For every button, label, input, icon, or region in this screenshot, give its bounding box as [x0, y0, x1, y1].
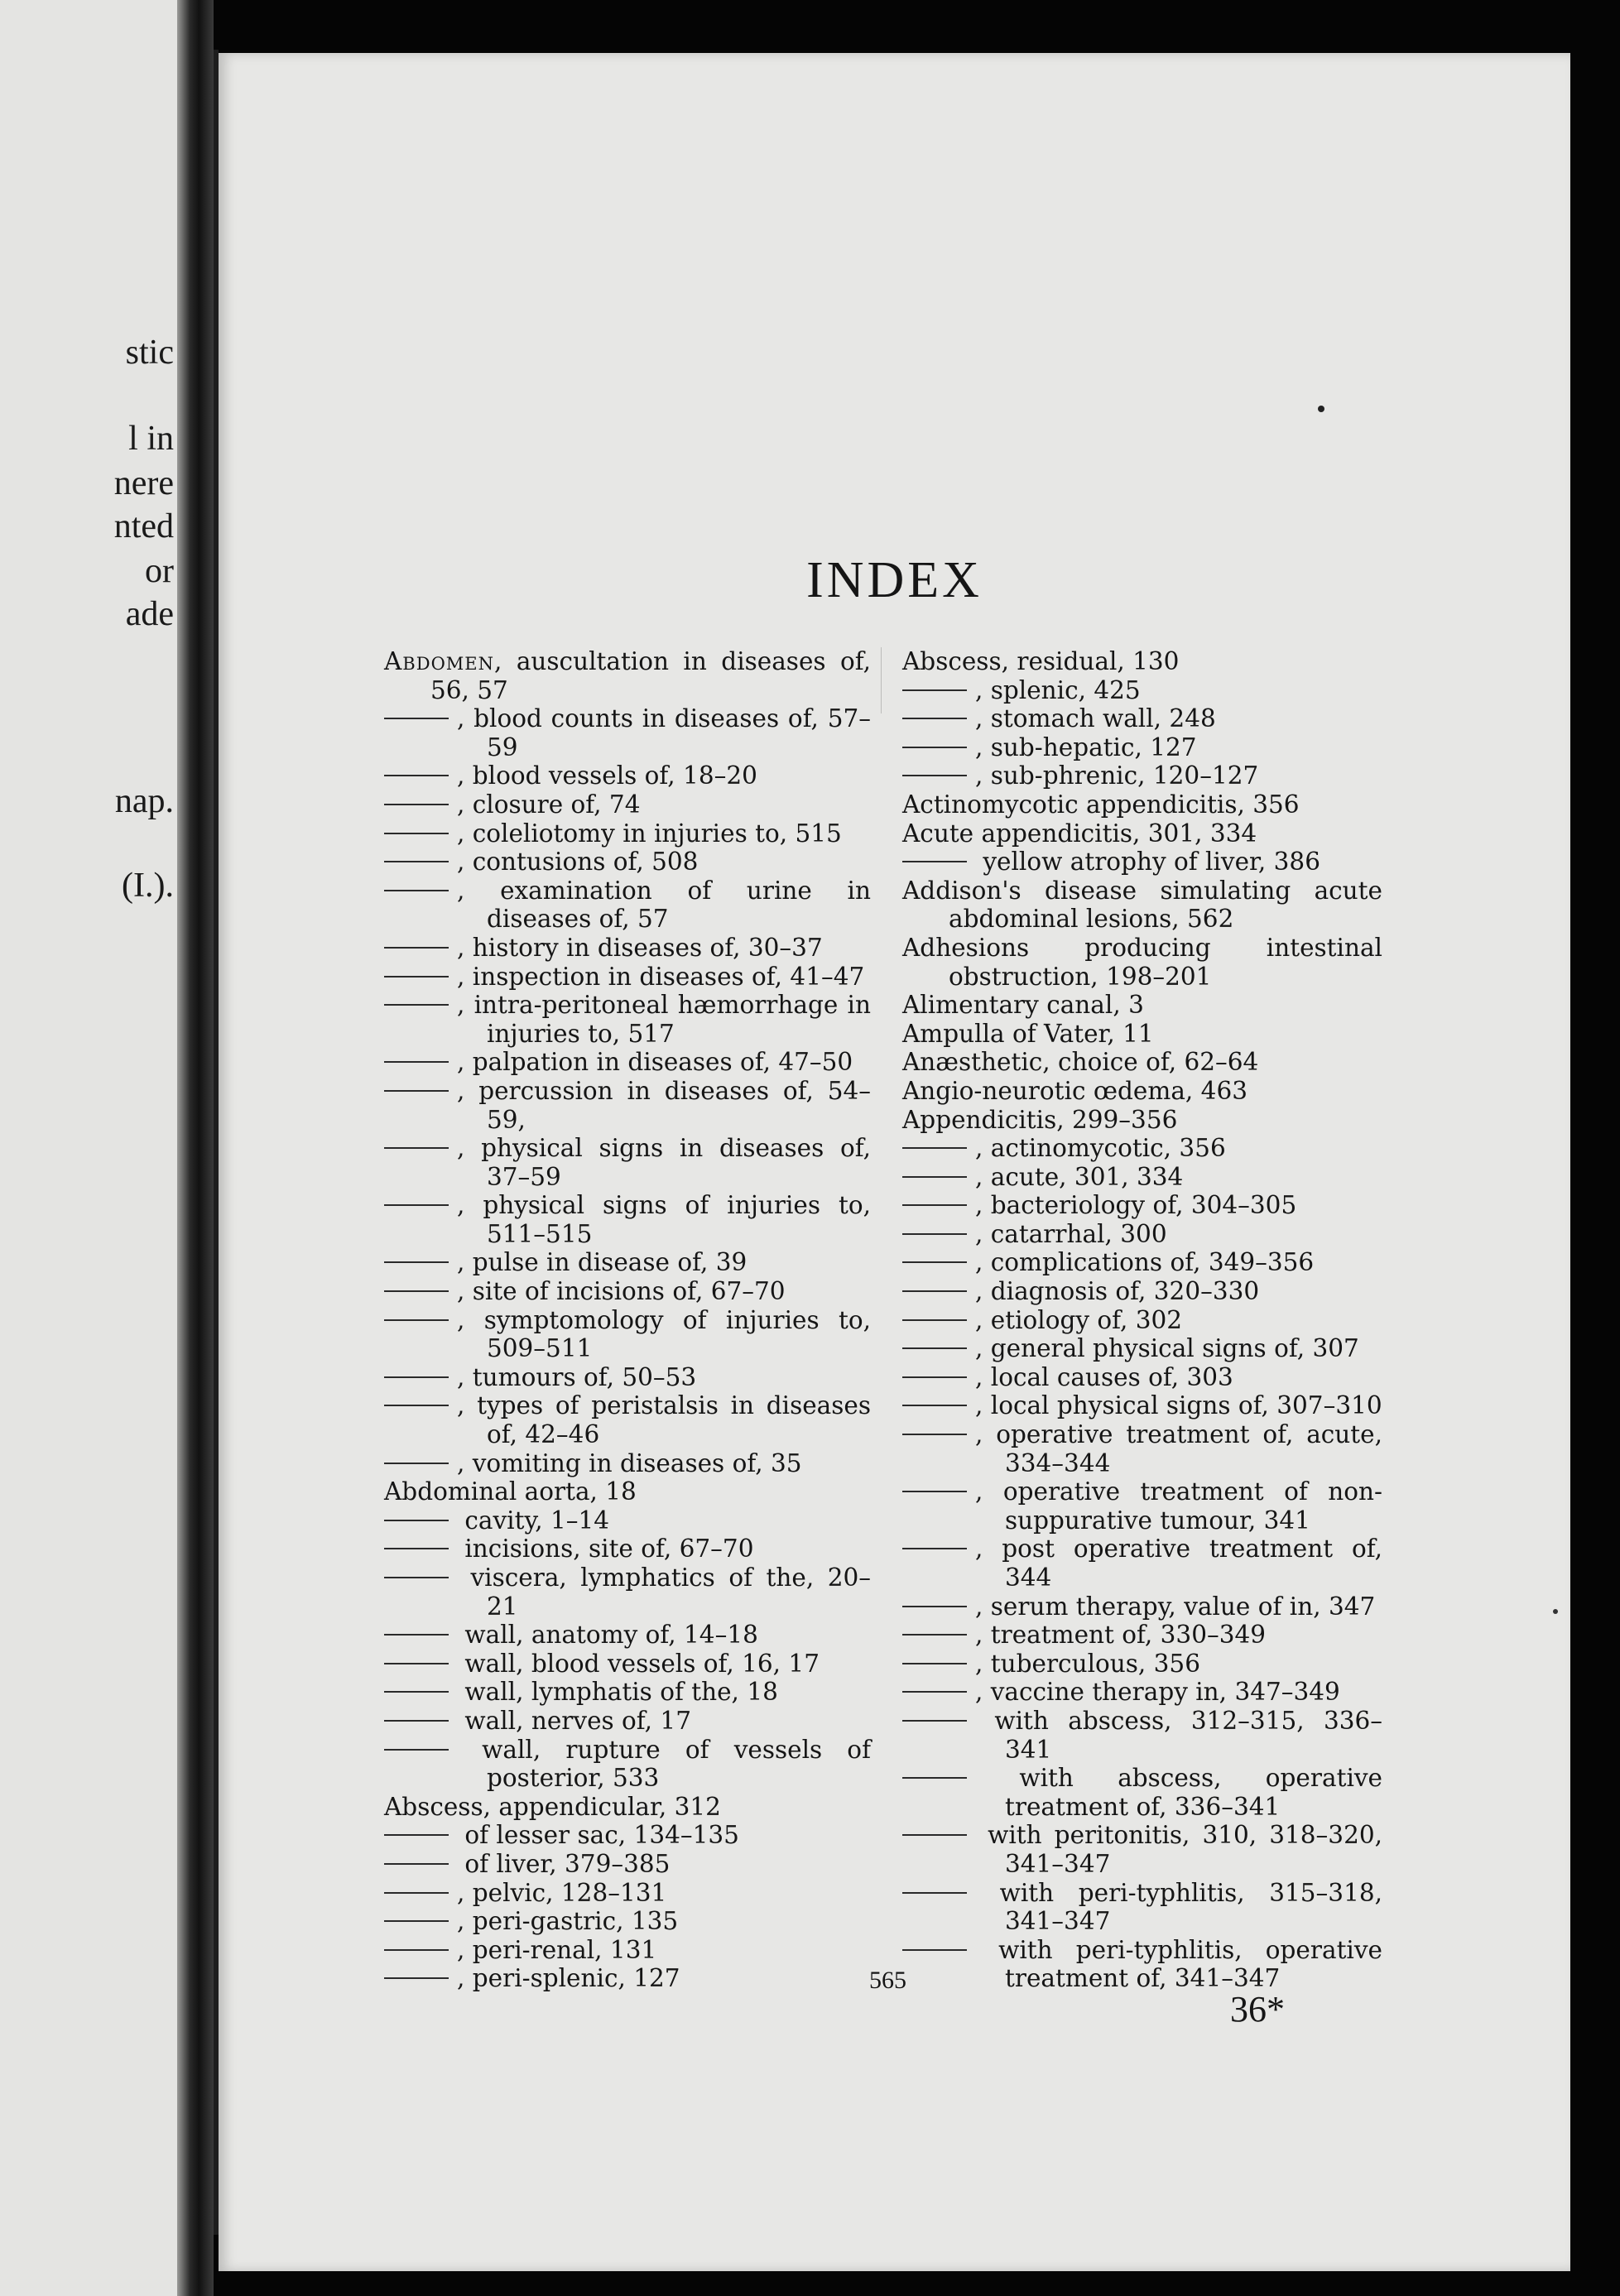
index-entry	[384, 819, 871, 848]
ditto-rule	[384, 1548, 449, 1549]
entry-text: , palpation in diseases of, 47–50	[457, 1048, 853, 1077]
index-entry	[902, 819, 1382, 848]
entry-text: with abscess, 312–315, 336–341	[975, 1706, 1382, 1764]
entry-text: , splenic, 425	[975, 675, 1141, 704]
facing-page-text: l in	[128, 420, 174, 458]
entry-text: Angio-neurotic œdema, 463	[902, 1076, 1247, 1105]
index-entry	[902, 1020, 1382, 1049]
ditto-rule	[902, 1176, 967, 1178]
ditto-rule	[902, 1491, 967, 1492]
ditto-rule	[384, 1577, 449, 1578]
ditto-rule	[902, 1261, 967, 1263]
index-entry	[384, 848, 871, 877]
entry-text: yellow atrophy of liver, 386	[975, 848, 1320, 877]
ditto-rule	[384, 861, 449, 862]
entry-text: Alimentary canal, 3	[902, 991, 1144, 1020]
entry-text: , peri-splenic, 127	[457, 1964, 680, 1993]
entry-text: Acute appendicitis, 301, 334	[902, 819, 1257, 848]
ditto-rule	[902, 1606, 967, 1607]
index-entry	[384, 1191, 871, 1248]
index-entry	[902, 1420, 1382, 1477]
entry-text: , intra-peritoneal hæmorrhage in injuries to, 517	[457, 991, 871, 1048]
entry-text: , physical signs in diseases of, 37–59	[457, 1134, 871, 1191]
index-entry	[384, 1048, 871, 1077]
entry-text: , post operative treatment of, 344	[975, 1535, 1382, 1592]
ditto-rule	[384, 1691, 449, 1693]
entry-headword: Abdomen	[384, 647, 494, 675]
entry-text: , operative treatment of non-suppurative tumour, 341	[975, 1477, 1382, 1535]
entry-text: wall, rupture of vessels of posterior, 533	[457, 1735, 871, 1793]
index-entry	[384, 1477, 871, 1506]
ditto-rule	[384, 1920, 449, 1922]
ditto-rule	[902, 1319, 967, 1321]
ditto-rule	[384, 976, 449, 977]
entry-text: Abscess, appendicular, 312	[384, 1792, 721, 1821]
ditto-rule	[902, 1548, 967, 1549]
ditto-rule	[902, 1777, 967, 1779]
ditto-rule	[902, 1949, 967, 1951]
index-entry	[384, 934, 871, 963]
facing-page-text: nted	[113, 507, 174, 545]
index-entry	[902, 1879, 1382, 1936]
ditto-rule	[384, 1061, 449, 1063]
index-entry	[902, 1936, 1382, 1993]
index-entry	[384, 704, 871, 761]
ditto-rule	[384, 947, 449, 949]
ditto-rule	[902, 1347, 967, 1349]
entry-text: , auscultation in diseases of, 56, 57	[430, 647, 871, 704]
index-entry	[902, 733, 1382, 762]
ditto-rule	[384, 718, 449, 719]
index-entry	[384, 1793, 871, 1822]
speck-mark	[1318, 406, 1324, 412]
ditto-rule	[384, 1949, 449, 1951]
entry-text: wall, blood vessels of, 16, 17	[457, 1649, 820, 1678]
facing-page-text: stic	[125, 334, 174, 372]
index-entry	[902, 790, 1382, 819]
index-entry	[902, 1391, 1382, 1420]
index-entry	[384, 1907, 871, 1936]
ditto-rule	[384, 1204, 449, 1206]
entry-text: , symptomology of injuries to, 509–511	[457, 1305, 871, 1363]
index-entry	[902, 877, 1382, 934]
entry-text: , stomach wall, 248	[975, 704, 1216, 733]
ditto-rule	[384, 1004, 449, 1006]
entry-text: , tumours of, 50–53	[457, 1362, 697, 1391]
ditto-rule	[384, 1892, 449, 1894]
entry-text: , treatment of, 330–349	[975, 1621, 1267, 1650]
index-column-right	[902, 647, 1382, 1993]
ditto-rule	[902, 1720, 967, 1722]
ditto-rule	[384, 833, 449, 834]
ditto-rule	[384, 1720, 449, 1722]
index-entry	[902, 991, 1382, 1020]
index-entry	[902, 848, 1382, 877]
entry-text: , inspection in diseases of, 41–47	[457, 962, 865, 991]
index-entry	[902, 676, 1382, 705]
entry-text: , complications of, 349–356	[975, 1248, 1315, 1277]
signature-mark: 36*	[1230, 1989, 1285, 2029]
ditto-rule	[384, 1520, 449, 1521]
index-entry	[902, 704, 1382, 733]
index-entry	[384, 1563, 871, 1621]
entry-text: Appendicitis, 299–356	[902, 1105, 1178, 1134]
index-entry	[902, 1220, 1382, 1249]
index-entry	[384, 790, 871, 819]
entry-text: with peri-typhlitis, operative treatment of, 341–347	[975, 1935, 1382, 1993]
entry-text: , coleliotomy in injuries to, 515	[457, 819, 842, 848]
index-entry	[902, 1163, 1382, 1192]
speck-mark	[1553, 1609, 1558, 1614]
ditto-rule	[384, 1749, 449, 1751]
ditto-rule	[384, 1405, 449, 1406]
entry-text: , general physical signs of, 307	[975, 1334, 1359, 1363]
ditto-rule	[384, 1834, 449, 1836]
entry-text: , vaccine therapy in, 347–349	[975, 1678, 1340, 1707]
ditto-rule	[902, 1233, 967, 1235]
entry-text: viscera, lymphatics of the, 20–21	[457, 1563, 871, 1621]
index-entry	[902, 1592, 1382, 1621]
ditto-rule	[902, 1376, 967, 1378]
ditto-rule	[384, 1977, 449, 1979]
index-entry	[902, 1077, 1382, 1106]
index-entry	[902, 1650, 1382, 1679]
ditto-rule	[384, 1463, 449, 1464]
index-entry	[902, 1535, 1382, 1592]
entry-text: Actinomycotic appendicitis, 356	[902, 790, 1300, 819]
index-entry	[902, 1106, 1382, 1135]
entry-text: , pelvic, 128–131	[457, 1878, 667, 1907]
entry-text: , sub-phrenic, 120–127	[975, 761, 1259, 790]
column-divider	[881, 647, 882, 713]
index-entry	[902, 1191, 1382, 1220]
ditto-rule	[902, 718, 967, 719]
ditto-rule	[902, 861, 967, 862]
entry-text: with abscess, operative treatment of, 336–341	[975, 1764, 1382, 1821]
facing-page-fragment	[0, 0, 192, 2296]
index-entry	[902, 1821, 1382, 1878]
ditto-rule	[902, 1405, 967, 1406]
entry-text: , types of peristalsis in diseases of, 42–46	[457, 1391, 871, 1449]
index-entry	[384, 1306, 871, 1363]
index-entry	[384, 1277, 871, 1306]
index-entry	[902, 1707, 1382, 1764]
entry-text: Adhesions producing intestinal obstruction, 198–201	[902, 933, 1382, 991]
ditto-rule	[384, 1290, 449, 1292]
index-entry	[902, 1248, 1382, 1277]
index-entry	[902, 1678, 1382, 1707]
ditto-rule	[384, 1376, 449, 1378]
index-column-left	[384, 647, 871, 1993]
entry-text: , bacteriology of, 304–305	[975, 1191, 1297, 1220]
page-number: 565	[869, 1967, 906, 1994]
entry-text: wall, nerves of, 17	[457, 1706, 691, 1735]
index-entry	[384, 1678, 871, 1707]
entry-text: , examination of urine in diseases of, 57	[457, 876, 871, 934]
ditto-rule	[902, 1434, 967, 1435]
index-entry	[384, 1535, 871, 1563]
entry-text: Abdominal aorta, 18	[384, 1477, 637, 1506]
ditto-rule	[384, 1863, 449, 1865]
entry-text: , percussion in diseases of, 54–59,	[457, 1076, 871, 1134]
entry-text: with peri-typhlitis, 315–318, 341–347	[975, 1878, 1382, 1936]
book-gutter	[177, 0, 214, 2296]
index-entry	[384, 1736, 871, 1793]
entry-text: Abscess, residual, 130	[902, 647, 1180, 675]
index-entry	[384, 1391, 871, 1448]
index-entry	[384, 991, 871, 1048]
ditto-rule	[902, 747, 967, 748]
entry-text: of lesser sac, 134–135	[457, 1821, 739, 1850]
index-entry	[902, 1764, 1382, 1821]
entry-text: , catarrhal, 300	[975, 1219, 1167, 1248]
index-entry	[384, 1879, 871, 1908]
entry-text: wall, anatomy of, 14–18	[457, 1621, 758, 1650]
index-entry	[384, 761, 871, 790]
ditto-rule	[902, 1290, 967, 1292]
entry-text: , local physical signs of, 307–310	[975, 1391, 1382, 1420]
ditto-rule	[902, 1663, 967, 1664]
entry-text: , peri-gastric, 135	[457, 1907, 679, 1936]
index-entry	[384, 1449, 871, 1478]
page-title: INDEX	[806, 552, 983, 608]
entry-text: , history in diseases of, 30–37	[457, 933, 823, 962]
ditto-rule	[902, 689, 967, 691]
index-entry	[902, 1048, 1382, 1077]
ditto-rule	[902, 1691, 967, 1693]
entry-text: , physical signs of injuries to, 511–515	[457, 1191, 871, 1248]
entry-text: , peri-renal, 131	[457, 1935, 657, 1964]
facing-page-text: nap.	[114, 782, 174, 820]
ditto-rule	[384, 1319, 449, 1321]
entry-text: Addison's disease simulating acute abdominal lesions, 562	[902, 876, 1382, 934]
index-entry	[384, 963, 871, 992]
index-entry	[384, 1077, 871, 1134]
index-entry	[902, 647, 1382, 676]
entry-text: , closure of, 74	[457, 790, 641, 819]
index-entry	[384, 1707, 871, 1736]
index-entry	[902, 1306, 1382, 1335]
entry-text: , local causes of, 303	[975, 1362, 1233, 1391]
index-entry	[902, 1334, 1382, 1363]
index-entry	[902, 1277, 1382, 1306]
ditto-rule	[384, 1663, 449, 1664]
entry-text: Anæsthetic, choice of, 62–64	[902, 1048, 1259, 1077]
index-entry	[384, 1248, 871, 1277]
entry-text: , blood counts in diseases of, 57–59	[457, 704, 871, 761]
index-entry	[902, 1363, 1382, 1392]
entry-text: , contusions of, 508	[457, 848, 699, 877]
ditto-rule	[384, 1090, 449, 1092]
ditto-rule	[902, 1204, 967, 1206]
facing-page-text: ade	[125, 595, 174, 633]
entry-text: , sub-hepatic, 127	[975, 733, 1197, 761]
ditto-rule	[902, 1834, 967, 1836]
index-entry	[384, 877, 871, 934]
entry-text: cavity, 1–14	[457, 1506, 610, 1535]
entry-text: , operative treatment of, acute, 334–344	[975, 1420, 1382, 1477]
entry-text: , vomiting in diseases of, 35	[457, 1448, 802, 1477]
index-page	[219, 53, 1570, 2271]
entry-text: , actinomycotic, 356	[975, 1134, 1226, 1163]
ditto-rule	[384, 1261, 449, 1263]
entry-text: Ampulla of Vater, 11	[902, 1019, 1154, 1048]
entry-text: of liver, 379–385	[457, 1849, 671, 1878]
facing-page-text: (I.).	[122, 867, 174, 905]
index-entry	[384, 1134, 871, 1191]
ditto-rule	[902, 1634, 967, 1636]
index-entry	[384, 1650, 871, 1679]
entry-text: , pulse in disease of, 39	[457, 1248, 748, 1277]
index-entry	[384, 1363, 871, 1392]
entry-text: , serum therapy, value of in, 347	[975, 1592, 1376, 1621]
index-entry	[902, 761, 1382, 790]
index-entry	[384, 647, 871, 704]
ditto-rule	[384, 890, 449, 891]
ditto-rule	[902, 1147, 967, 1149]
index-entry	[384, 1621, 871, 1650]
entry-text: with peritonitis, 310, 318–320, 341–347	[975, 1821, 1382, 1878]
ditto-rule	[384, 1147, 449, 1149]
index-entry	[902, 1477, 1382, 1535]
ditto-rule	[384, 1634, 449, 1636]
index-entry	[902, 1134, 1382, 1163]
ditto-rule	[384, 775, 449, 776]
index-entry	[902, 934, 1382, 991]
entry-text: , blood vessels of, 18–20	[457, 761, 757, 790]
index-entry	[902, 1621, 1382, 1650]
ditto-rule	[384, 804, 449, 805]
entry-text: , diagnosis of, 320–330	[975, 1277, 1260, 1306]
entry-text: , site of incisions of, 67–70	[457, 1277, 786, 1306]
index-entry	[384, 1850, 871, 1879]
entry-text: , etiology of, 302	[975, 1305, 1183, 1334]
index-entry	[384, 1821, 871, 1850]
index-entry	[384, 1936, 871, 1965]
ditto-rule	[902, 1892, 967, 1894]
ditto-rule	[902, 775, 967, 776]
entry-text: wall, lymphatis of the, 18	[457, 1678, 778, 1707]
entry-text: incisions, site of, 67–70	[457, 1535, 754, 1563]
facing-page-text: nere	[113, 464, 174, 502]
index-entry	[384, 1964, 871, 1993]
entry-text: , acute, 301, 334	[975, 1162, 1184, 1191]
entry-text: , tuberculous, 356	[975, 1649, 1200, 1678]
facing-page-text: or	[145, 552, 174, 590]
index-entry	[384, 1506, 871, 1535]
